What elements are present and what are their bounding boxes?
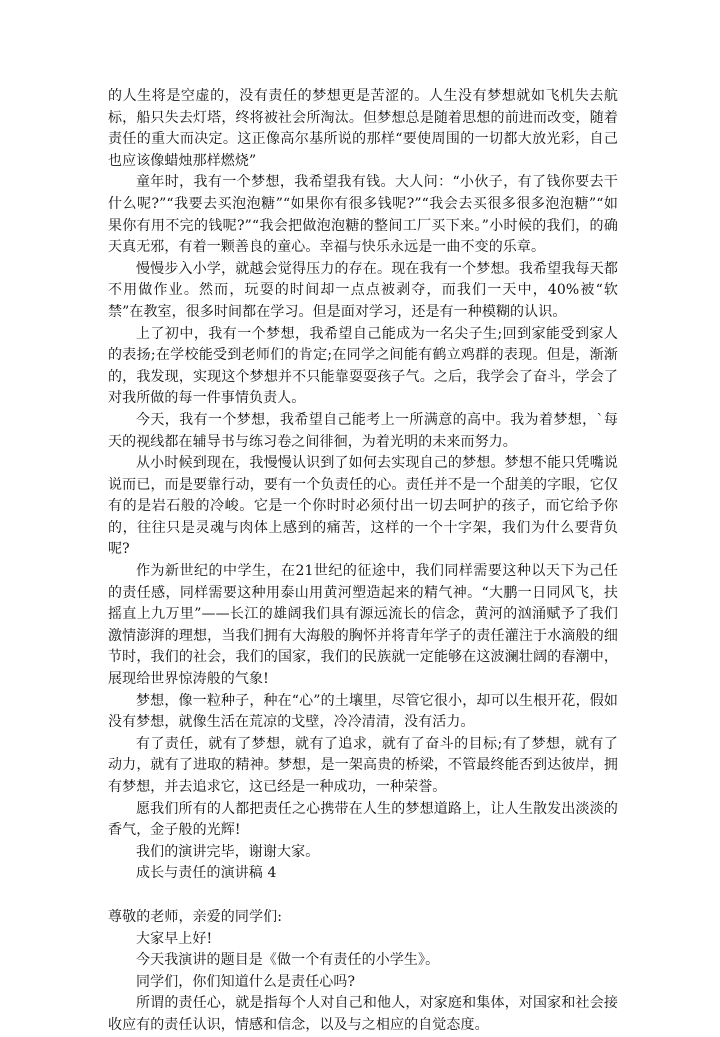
- section-heading: 成长与责任的演讲稿 4: [136, 865, 277, 882]
- paragraph-closing: 我们的演讲完毕，谢谢大家。: [136, 843, 320, 860]
- paragraph-today-dream: 今天，我有一个梦想，我希望自己能考上一所满意的高中。我为着梦想，`每天的视线都在辅导书与练习卷之间徘徊，为着光明的未来而努力。: [108, 411, 618, 450]
- paragraph-dream-bridge: 有了责任，就有了梦想，就有了追求，就有了奋斗的目标;有了梦想，就有了动力，就有了进取的精神。梦想，是一架高贵的桥梁，不管最终能否到达彼岸，拥有梦想，并去追求它，这已经是一种成功，一种荣誉。: [108, 735, 618, 795]
- blank-line: [108, 885, 618, 907]
- paragraph-definition: 所谓的责任心，就是指每个人对自己和他人，对家庭和集体，对国家和社会接收应有的责任认识，情感和信念，以及与之相应的自觉态度。: [108, 995, 618, 1033]
- paragraph-childhood-dream: 童年时，我有一个梦想，我希望我有钱。大人问：“小伙子，有了钱你要去干什么呢?”“我要去买泡泡糖”“如果你有很多钱呢?”“我会去买很多很多泡泡糖”“如果你有用不完的钱呢?”“我会把做泡泡糖的整间工厂买下来。”小时候的我们，的确天真无邪，有着一颗善良的童心。幸福与快乐永远是一曲不变的乐章。: [108, 174, 618, 256]
- paragraph-primary-school: 慢慢步入小学，就越会觉得压力的存在。现在我有一个梦想。我希望我每天都不用做作业。然而，玩耍的时间却一点点被剥夺，而我们一天中，40%被“软禁”在教室，很多时间都在学习。但是面对学习，还是有一种模糊的认识。: [108, 260, 618, 320]
- paragraph-greeting: 大家早上好!: [136, 930, 213, 947]
- paragraph-intro-continuation: 的人生将是空虚的，没有责任的梦想更是苦涩的。人生没有梦想就如飞机失去航标，船只失去灯塔，终将被社会所淘汰。但梦想总是随着思想的前进而改变，随着责任的重大而决定。这正像高尔基所说的那样“要使周围的一切都大放光彩，自己也应该像蜡烛那样燃烧”: [108, 88, 618, 169]
- paragraph-new-century: 作为新世纪的中学生，在21世纪的征途中，我们同样需要这种以天下为己任的责任感，同样需要这种用泰山用黄河塑造起来的精气神。“大鹏一日同风飞，扶摇直上九万里”——长江的雄阔我们具有源远流长的信念，黄河的汹涌赋予了我们激情澎湃的理想，当我们拥有大海般的胸怀并将青年学子的责任灌注于水滴般的细节时，我们的社会，我们的国家，我们的民族就一定能够在这波澜壮阔的春潮中，展现给世界惊涛般的气象!: [108, 563, 618, 688]
- paragraph-wish: 愿我们所有的人都把责任之心携带在人生的梦想道路上，让人生散发出淡淡的香气，金子般的光辉!: [108, 800, 618, 839]
- paragraph-junior-high: 上了初中，我有一个梦想，我希望自己能成为一名尖子生;回到家能受到家人的表扬;在学校能受到老师们的肯定;在同学之间能有鹤立鸡群的表现。但是，渐渐的，我发现，实现这个梦想并不只能靠耍耍孩子气。之后，我学会了奋斗，学会了对我所做的每一件事情负责人。: [108, 325, 618, 407]
- paragraph-salutation: 尊敬的老师，亲爱的同学们:: [108, 908, 283, 925]
- paragraph-question: 同学们，你们知道什么是责任心吗?: [136, 973, 356, 990]
- document-body: [108, 86, 618, 1037]
- paragraph-speech-topic: 今天我演讲的题目是《做一个有责任的小学生》。: [136, 952, 440, 969]
- paragraph-dream-seed: 梦想，像一粒种子，种在“心”的土壤里，尽管它很小，却可以生根开花，假如没有梦想，就像生活在荒凉的戈壁，冷冷清清，没有活力。: [108, 692, 618, 731]
- paragraph-responsibility-reflection: 从小时候到现在，我慢慢认识到了如何去实现自己的梦想。梦想不能只凭嘴说说而已，而是要靠行动，要有一个负责任的心。责任并不是一个甜美的字眼，它仅有的是岩石般的冷峻。它是一个你时时必须付出一切去呵护的孩子，而它给予你的，往往只是灵魂与肉体上感到的痛苦，这样的一个十字架，我们为什么要背负呢?: [108, 455, 618, 558]
